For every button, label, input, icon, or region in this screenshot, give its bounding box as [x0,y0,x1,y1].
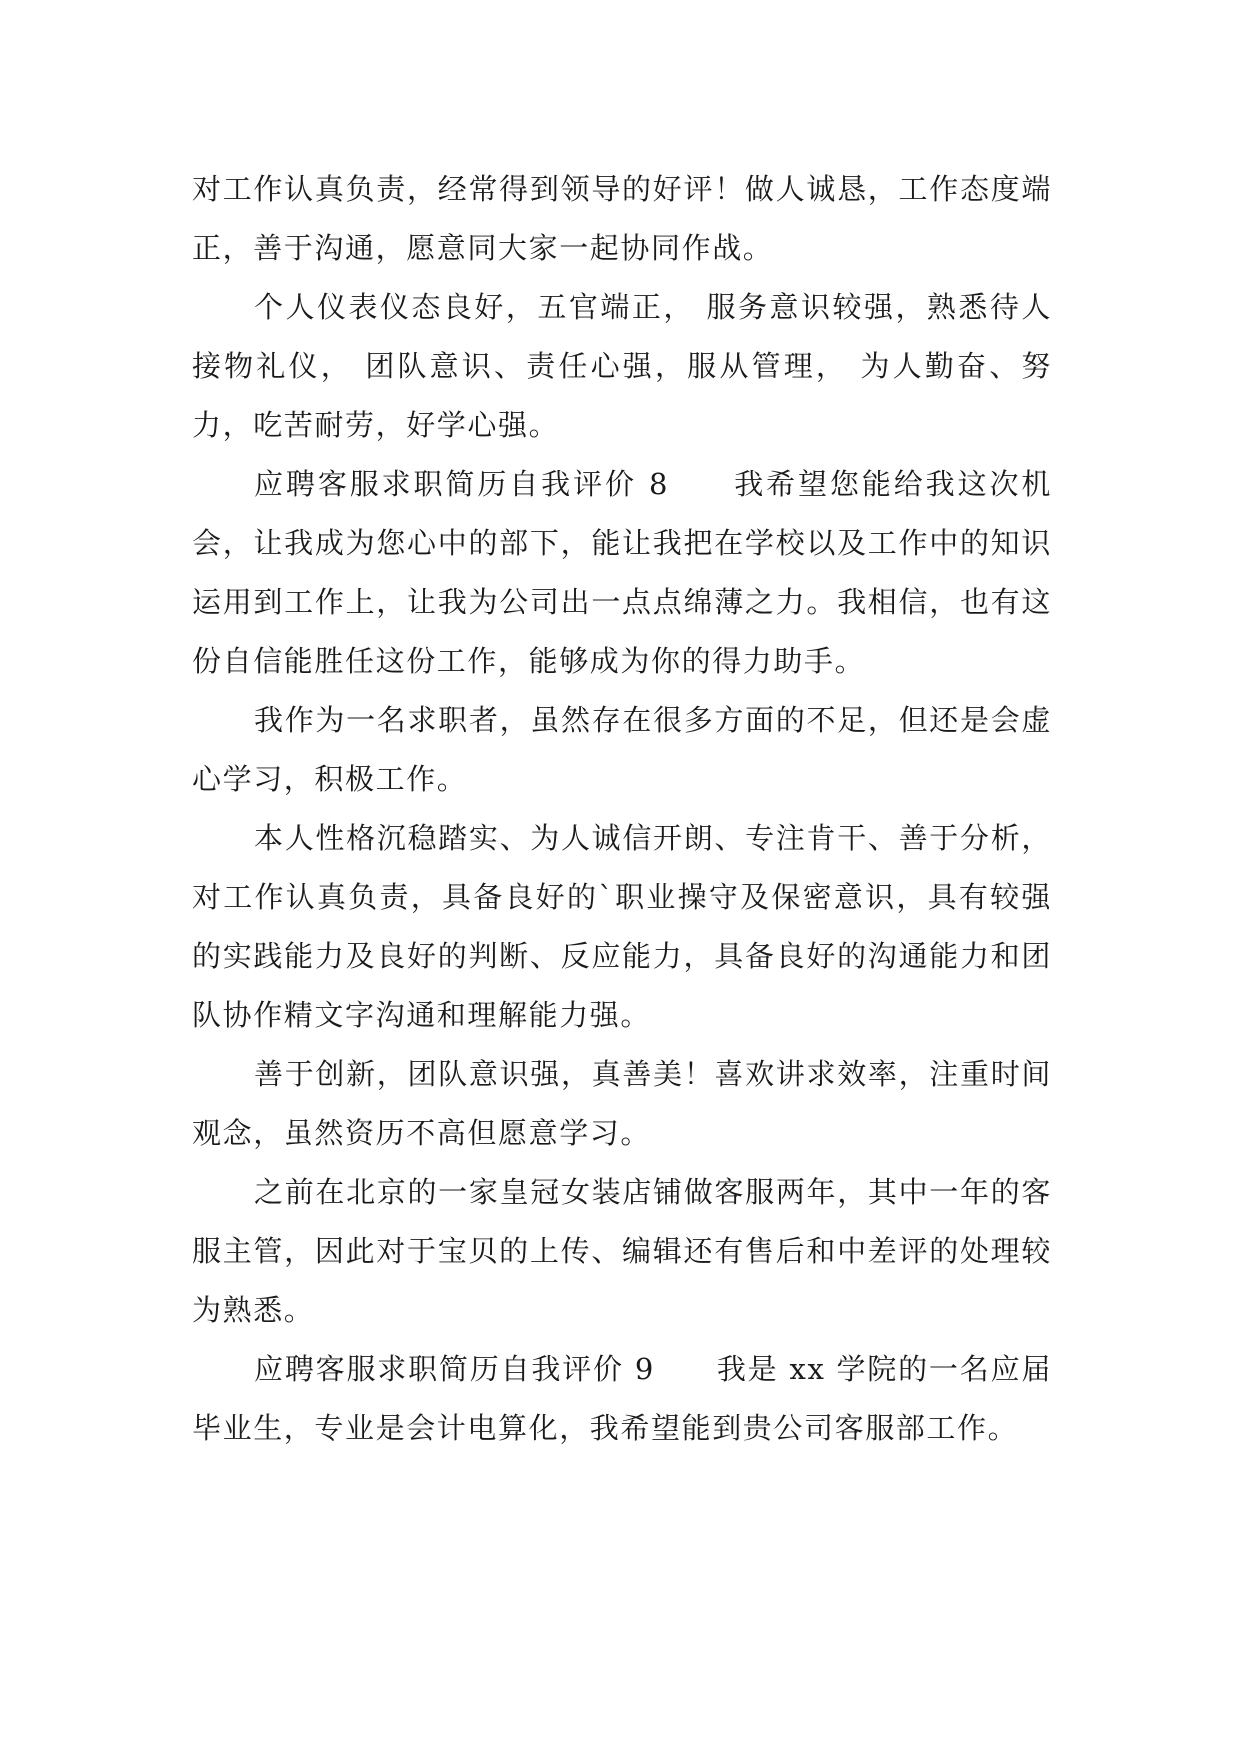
document-body [192,160,1052,1458]
paragraph-2: 个人仪表仪态良好，五官端正， 服务意识较强，熟悉待人接物礼仪， 团队意识、责任心强，服从管理， 为人勤奋、努力，吃苦耐劳，好学心强。 [192,290,1052,442]
paragraph-3: 应聘客服求职简历自我评价 8 我希望您能给我这次机会，让我成为您心中的部下，能让我把在学校以及工作中的知识运用到工作上，让我为公司出一点点绵薄之力。我相信，也有这份自信能胜任这份工作，能够成为你的得力助手。 [192,467,1052,678]
paragraph-1: 对工作认真负责，经常得到领导的好评！做人诚恳，工作态度端正，善于沟通，愿意同大家一起协同作战。 [192,172,1052,265]
paragraph-4: 我作为一名求职者，虽然存在很多方面的不足，但还是会虚心学习，积极工作。 [192,703,1052,796]
paragraph-7: 之前在北京的一家皇冠女装店铺做客服两年，其中一年的客服主管，因此对于宝贝的上传、编辑还有售后和中差评的处理较为熟悉。 [192,1175,1052,1327]
paragraph-6: 善于创新，团队意识强，真善美！喜欢讲求效率，注重时间观念，虽然资历不高但愿意学习。 [192,1057,1052,1150]
paragraph-8: 应聘客服求职简历自我评价 9 我是 xx 学院的一名应届毕业生，专业是会计电算化，我希望能到贵公司客服部工作。 [192,1352,1052,1445]
paragraph-5: 本人性格沉稳踏实、为人诚信开朗、专注肯干、善于分析，对工作认真负责，具备良好的`职业操守及保密意识，具有较强的实践能力及良好的判断、反应能力，具备良好的沟通能力和团队协作精文字沟通和理解能力强。 [192,821,1052,1032]
